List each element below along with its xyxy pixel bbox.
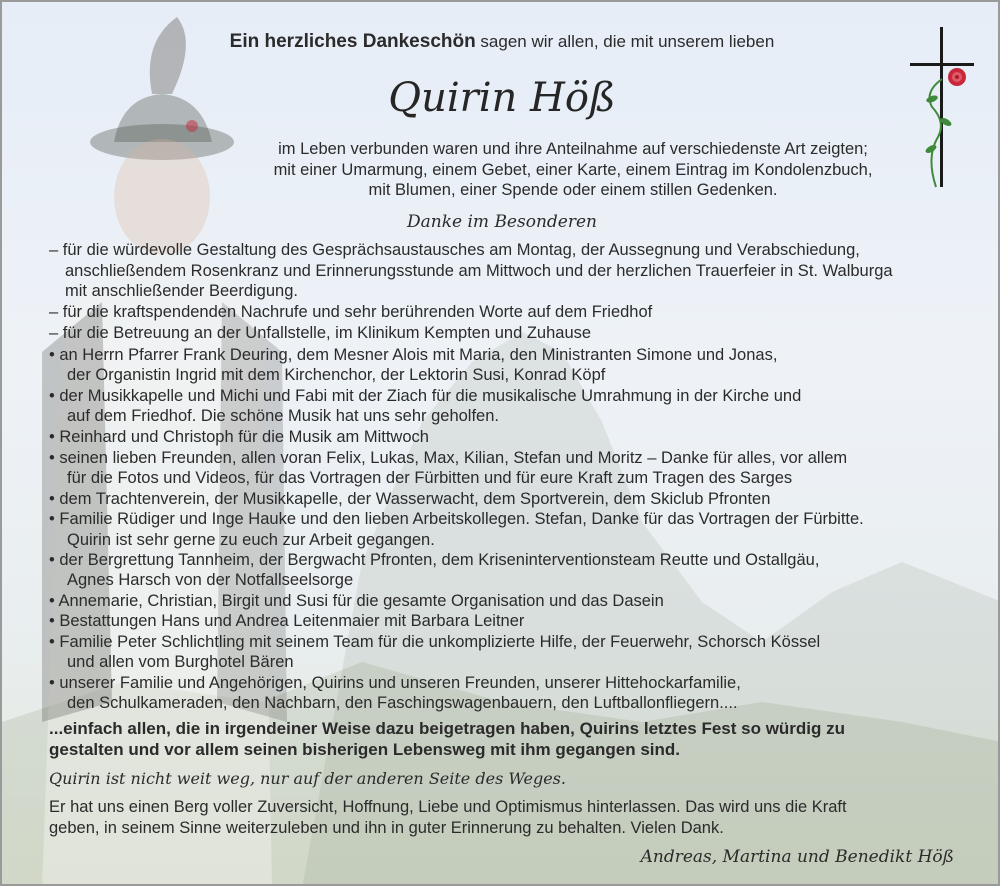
- thanks-heading-bold: Ein herzliches Dankeschön: [229, 31, 476, 52]
- body-line: • dem Trachtenverein, der Musikkapelle, der Wasserwacht, dem Sportverein, dem Skiclub Pfronten: [49, 490, 771, 508]
- body-line: mit anschließender Beerdigung.: [65, 282, 298, 300]
- body-line: und allen vom Burghotel Bären: [67, 653, 294, 671]
- body-line: • Bestattungen Hans und Andrea Leitenmaier mit Barbara Leitner: [49, 612, 525, 630]
- body-line: • an Herrn Pfarrer Frank Deuring, dem Mesner Alois mit Maria, den Ministranten Simone und Jonas,: [49, 346, 778, 364]
- body-line: auf dem Friedhof. Die schöne Musik hat uns sehr geholfen.: [67, 407, 499, 425]
- body-line: • Reinhard und Christoph für die Musik am Mittwoch: [49, 428, 429, 446]
- intro-line: mit Blumen, einer Spende oder einem stillen Gedenken.: [368, 181, 778, 199]
- body-line: • der Bergrettung Tannheim, der Bergwacht Pfronten, dem Kriseninterventionsteam Reutte und Ostallgäu,: [49, 551, 820, 569]
- body-line: – für die würdevolle Gestaltung des Gesprächsaustausches am Montag, der Aussegnung und Verabschiedung,: [49, 241, 860, 259]
- body-line: • Familie Rüdiger und Inge Hauke und den lieben Arbeitskollegen. Stefan, Danke für das Vortragen der Fürbitte.: [49, 510, 864, 528]
- thanks-heading-rest: sagen wir allen, die mit unserem lieben: [475, 32, 775, 51]
- deceased-name: Quirin Höß: [388, 75, 616, 121]
- closing-line: ...einfach allen, die in irgendeiner Weise dazu beigetragen haben, Quirins letztes Fest so würdig zu: [49, 719, 846, 738]
- final-line: Er hat uns einen Berg voller Zuversicht, Hoffnung, Liebe und Optimismus hinterlassen. Das wird uns die Kraft: [49, 798, 847, 816]
- body-line: Quirin ist sehr gerne zu euch zur Arbeit gegangen.: [67, 531, 435, 549]
- body-line: der Organistin Ingrid mit dem Kirchenchor, der Lektorin Susi, Konrad Köpf: [67, 366, 606, 384]
- body-line: Agnes Harsch von der Notfallseelsorge: [67, 571, 354, 589]
- body-line: • Annemarie, Christian, Birgit und Susi für die gesamte Organisation und das Dasein: [49, 592, 664, 610]
- body-line: – für die kraftspendenden Nachrufe und sehr berührenden Worte auf dem Friedhof: [49, 303, 653, 321]
- subheading: Danke im Besonderen: [407, 212, 597, 232]
- body-line: • seinen lieben Freunden, allen voran Felix, Lukas, Max, Kilian, Stefan und Moritz – Danke für alles, vor allem: [49, 449, 848, 467]
- body-line: für die Fotos und Videos, für das Vortragen der Fürbitten und für eure Kraft zum Tragen des Sarges: [67, 469, 793, 487]
- body-line: • unserer Familie und Angehörigen, Quirins und unseren Freunden, unserer Hittehockarfamilie,: [49, 674, 741, 692]
- intro-line: mit einer Umarmung, einem Gebet, einer Karte, einem Eintrag im Kondolenzbuch,: [273, 161, 873, 179]
- quote: Quirin ist nicht weit weg, nur auf der anderen Seite des Weges.: [49, 769, 566, 788]
- body-line: – für die Betreuung an der Unfallstelle, im Klinikum Kempten und Zuhause: [49, 324, 592, 342]
- closing-line: gestalten und vor allem seinen bisherigen Lebensweg mit ihm gegangen sind.: [49, 740, 681, 759]
- final-line: geben, in seinem Sinne weiterzuleben und ihn in guter Erinnerung zu behalten. Vielen Dank.: [49, 819, 724, 837]
- thanks-heading: [2, 32, 1000, 52]
- body-line: den Schulkameraden, den Nachbarn, den Faschingswagenbauern, den Luftballonfliegern....: [67, 694, 738, 712]
- body-line: anschließendem Rosenkranz und Erinnerungsstunde am Mittwoch und der herzlichen Trauerfeier in St. Walburga: [65, 262, 893, 280]
- body-line: • der Musikkapelle und Michi und Fabi mit der Ziach für die musikalische Umrahmung in der Kirche und: [49, 387, 802, 405]
- body-line: • Familie Peter Schlichtling mit seinem Team für die unkomplizierte Hilfe, der Feuerwehr, Schorsch Kössel: [49, 633, 821, 651]
- signature: Andreas, Martina und Benedikt Höß: [640, 847, 954, 867]
- intro-line: im Leben verbunden waren und ihre Anteilnahme auf verschiedenste Art zeigten;: [278, 140, 868, 158]
